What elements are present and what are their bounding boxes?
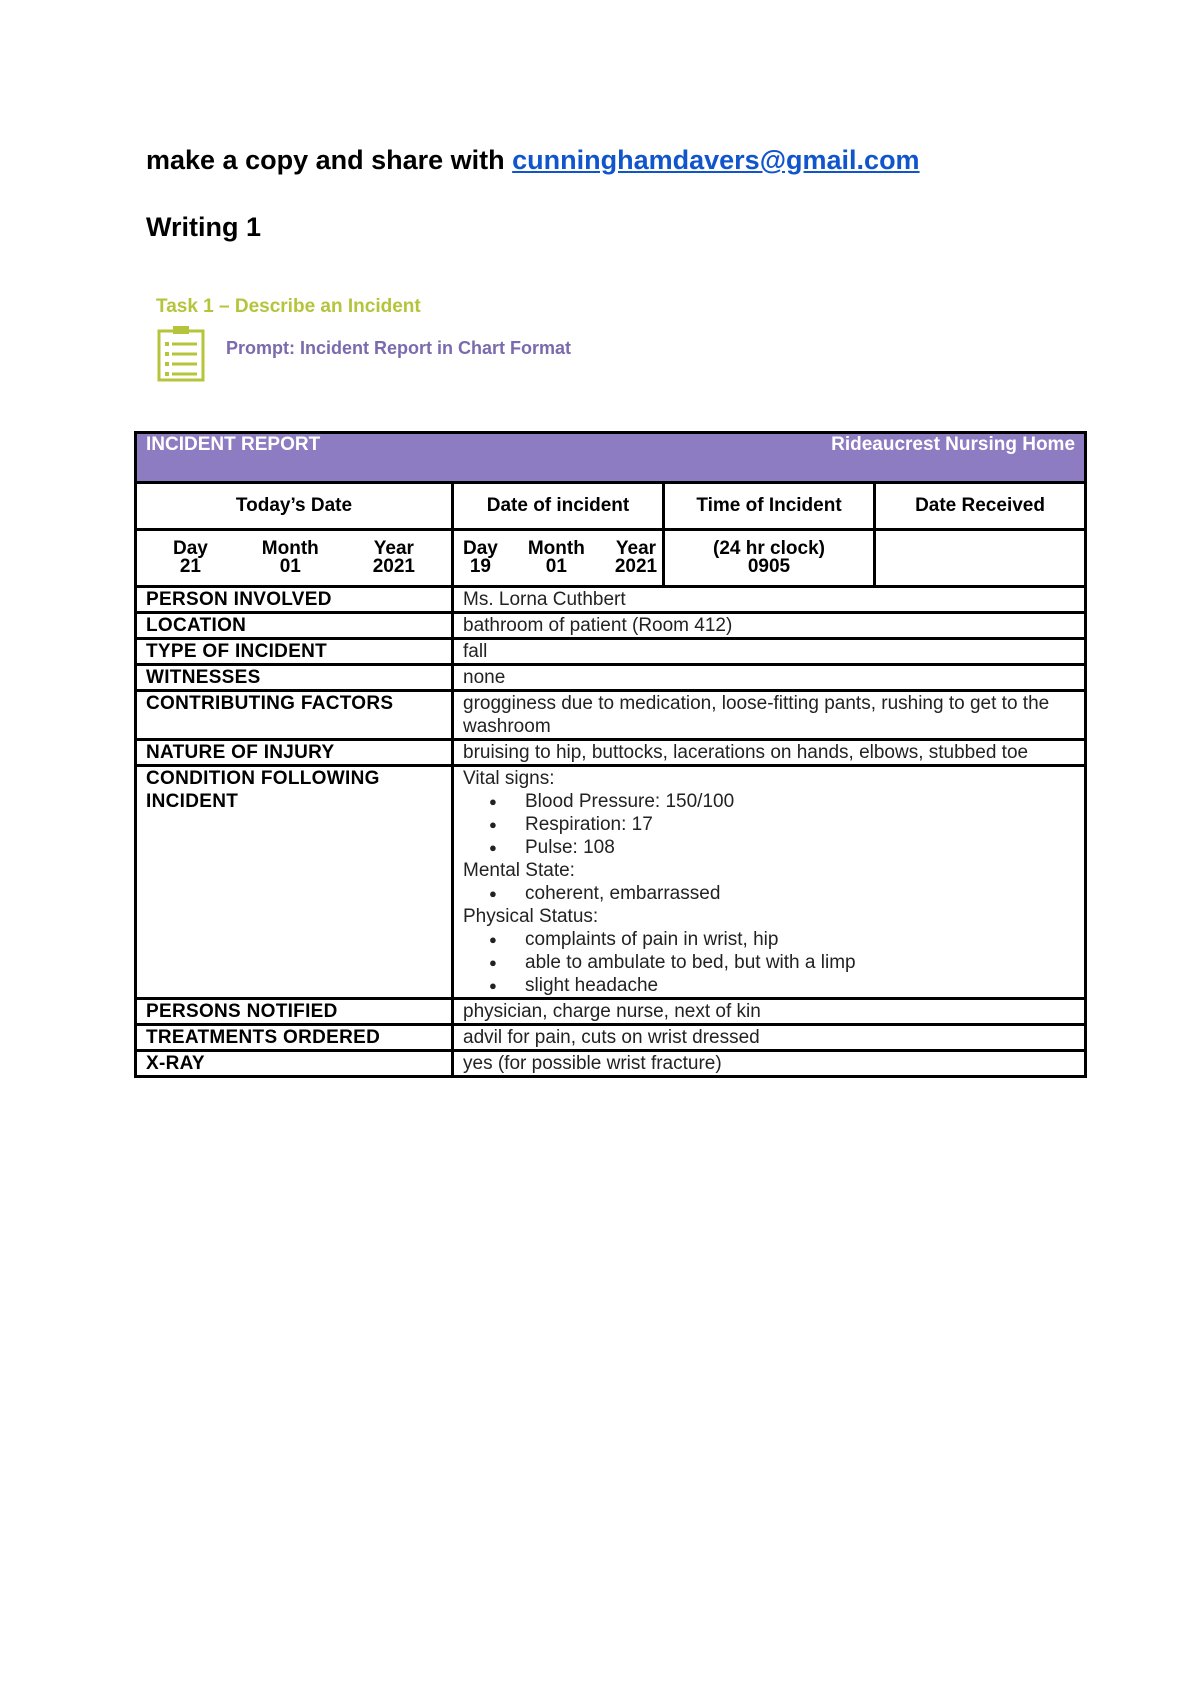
day-label: Day xyxy=(463,538,498,559)
date-values-row xyxy=(136,530,1086,587)
month-value: 01 xyxy=(545,556,567,577)
list-item: ● Respiration: 17 xyxy=(525,813,1075,836)
date-received-cell[interactable] xyxy=(875,530,1086,587)
list-item: ● complaints of pain in wrist, hip xyxy=(525,928,1075,951)
month-value: 01 xyxy=(279,556,301,577)
row-value: physician, charge nurse, next of kin xyxy=(453,999,1086,1025)
writing-title: Writing 1 xyxy=(146,212,262,242)
task-title: Task 1 – Describe an Incident xyxy=(156,296,421,317)
report-title: INCIDENT REPORT xyxy=(146,434,321,455)
report-header xyxy=(136,433,1086,483)
physical-status-list xyxy=(463,928,1075,997)
row-label: CONDITION FOLLOWING INCIDENT xyxy=(136,766,453,999)
task-prompt: Prompt: Incident Report in Chart Format xyxy=(226,338,572,358)
row-value: Ms. Lorna Cuthbert xyxy=(453,587,1086,613)
row-value: advil for pain, cuts on wrist dressed xyxy=(453,1025,1086,1051)
list-item: ● slight headache xyxy=(525,974,1075,997)
day-label: Day xyxy=(172,538,208,559)
year-value: 2021 xyxy=(372,556,415,577)
time-format-label: (24 hr clock) xyxy=(713,538,825,559)
row-value: bathroom of patient (Room 412) xyxy=(453,613,1086,639)
incident-date-cell xyxy=(453,530,664,587)
row-value: none xyxy=(453,665,1086,691)
col-date-of-incident: Date of incident xyxy=(453,483,664,530)
row-value: yes (for possible wrist fracture) xyxy=(453,1051,1086,1077)
table-row xyxy=(136,665,1086,691)
col-date-received: Date Received xyxy=(875,483,1086,530)
row-label: WITNESSES xyxy=(136,665,453,691)
month-label: Month xyxy=(261,538,319,559)
mental-state-list xyxy=(463,882,1075,905)
table-row xyxy=(136,691,1086,740)
col-time-of-incident: Time of Incident xyxy=(664,483,875,530)
day-value: 19 xyxy=(469,556,491,577)
physical-status-heading: Physical Status: xyxy=(463,906,599,927)
column-header-row xyxy=(136,483,1086,530)
task-banner xyxy=(156,296,606,386)
row-label: LOCATION xyxy=(136,613,453,639)
facility-name: Rideaucrest Nursing Home xyxy=(831,434,1076,455)
row-label: CONTRIBUTING FACTORS xyxy=(136,691,453,740)
time-value: 0905 xyxy=(747,556,791,577)
col-todays-date: Today’s Date xyxy=(136,483,453,530)
list-item: ● Blood Pressure: 150/100 xyxy=(525,790,1075,813)
day-value: 21 xyxy=(179,556,201,577)
table-row xyxy=(136,639,1086,665)
row-value: grogginess due to medication, loose-fitting pants, rushing to get to the washroom xyxy=(453,691,1086,740)
list-item: ● Pulse: 108 xyxy=(525,836,1075,859)
condition-details xyxy=(453,766,1086,999)
table-row xyxy=(136,766,1086,999)
list-item: ● able to ambulate to bed, but with a limp xyxy=(525,951,1075,974)
todays-date-cell xyxy=(136,530,453,587)
report-header-row xyxy=(136,433,1086,483)
vital-signs-heading: Vital signs: xyxy=(463,768,555,789)
row-value: fall xyxy=(453,639,1086,665)
row-label: PERSONS NOTIFIED xyxy=(136,999,453,1025)
row-label: PERSON INVOLVED xyxy=(136,587,453,613)
share-instruction xyxy=(146,145,920,176)
table-row xyxy=(136,613,1086,639)
vital-signs-list xyxy=(463,790,1075,859)
incident-report-table xyxy=(134,431,1087,1078)
share-instruction-text: make a copy and share with xyxy=(146,145,513,175)
list-item: ● coherent, embarrassed xyxy=(525,882,1075,905)
row-label: TYPE OF INCIDENT xyxy=(136,639,453,665)
mental-state-heading: Mental State: xyxy=(463,860,575,881)
incident-time-cell xyxy=(664,530,875,587)
row-label: X-RAY xyxy=(136,1051,453,1077)
year-label: Year xyxy=(615,538,657,559)
table-row xyxy=(136,740,1086,766)
year-label: Year xyxy=(373,538,414,559)
table-row xyxy=(136,1025,1086,1051)
email-link[interactable]: cunninghamdavers@gmail.com xyxy=(512,145,920,175)
row-label: NATURE OF INJURY xyxy=(136,740,453,766)
clipboard-list-icon xyxy=(156,324,206,382)
month-label: Month xyxy=(527,538,585,559)
row-value: bruising to hip, buttocks, lacerations on hands, elbows, stubbed toe xyxy=(453,740,1086,766)
row-label: TREATMENTS ORDERED xyxy=(136,1025,453,1051)
table-row xyxy=(136,999,1086,1025)
table-row xyxy=(136,1051,1086,1077)
year-value: 2021 xyxy=(614,556,658,577)
table-row xyxy=(136,587,1086,613)
